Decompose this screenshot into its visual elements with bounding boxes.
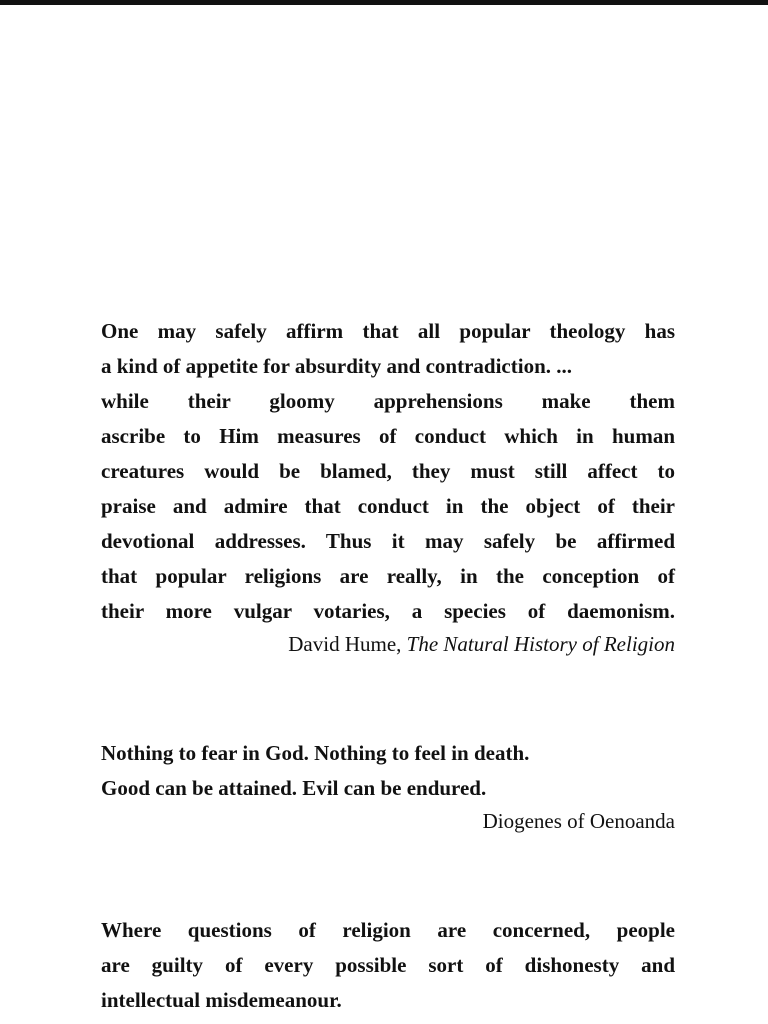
- quote-line: One may safely affirm that all popular theology has: [101, 319, 675, 343]
- quote-line: are guilty of every possible sort of dishonesty and: [101, 953, 675, 977]
- top-edge-rule: [0, 0, 768, 5]
- quote-attribution: [101, 629, 675, 659]
- quote-line: while their gloomy apprehensions make them: [101, 389, 675, 413]
- attribution-work-title: The Natural History of Religion: [406, 632, 675, 656]
- religion-dishonesty-quote: [101, 913, 675, 1018]
- quote-line: ascribe to Him measures of conduct which in human: [101, 424, 675, 448]
- quote-line: their more vulgar votaries, a species of daemonism.: [101, 599, 675, 623]
- diogenes-quote: [101, 736, 675, 836]
- hume-quote: [101, 314, 675, 659]
- quote-line: creatures would be blamed, they must still affect to: [101, 459, 675, 483]
- quote-line: Nothing to fear in God. Nothing to feel in death.: [101, 741, 530, 765]
- quote-line: Good can be attained. Evil can be endured.: [101, 776, 487, 800]
- quote-line: a kind of appetite for absurdity and contradiction. ...: [101, 354, 572, 378]
- quote-line: praise and admire that conduct in the object of their: [101, 494, 675, 518]
- quote-attribution: Diogenes of Oenoanda: [482, 809, 675, 833]
- attribution-author: David Hume,: [288, 632, 407, 656]
- quote-line: devotional addresses. Thus it may safely be affirmed: [101, 529, 675, 553]
- quote-line: that popular religions are really, in the conception of: [101, 564, 675, 588]
- quote-line: intellectual misdemeanour.: [101, 988, 342, 1012]
- quote-line: Where questions of religion are concerned, people: [101, 918, 675, 942]
